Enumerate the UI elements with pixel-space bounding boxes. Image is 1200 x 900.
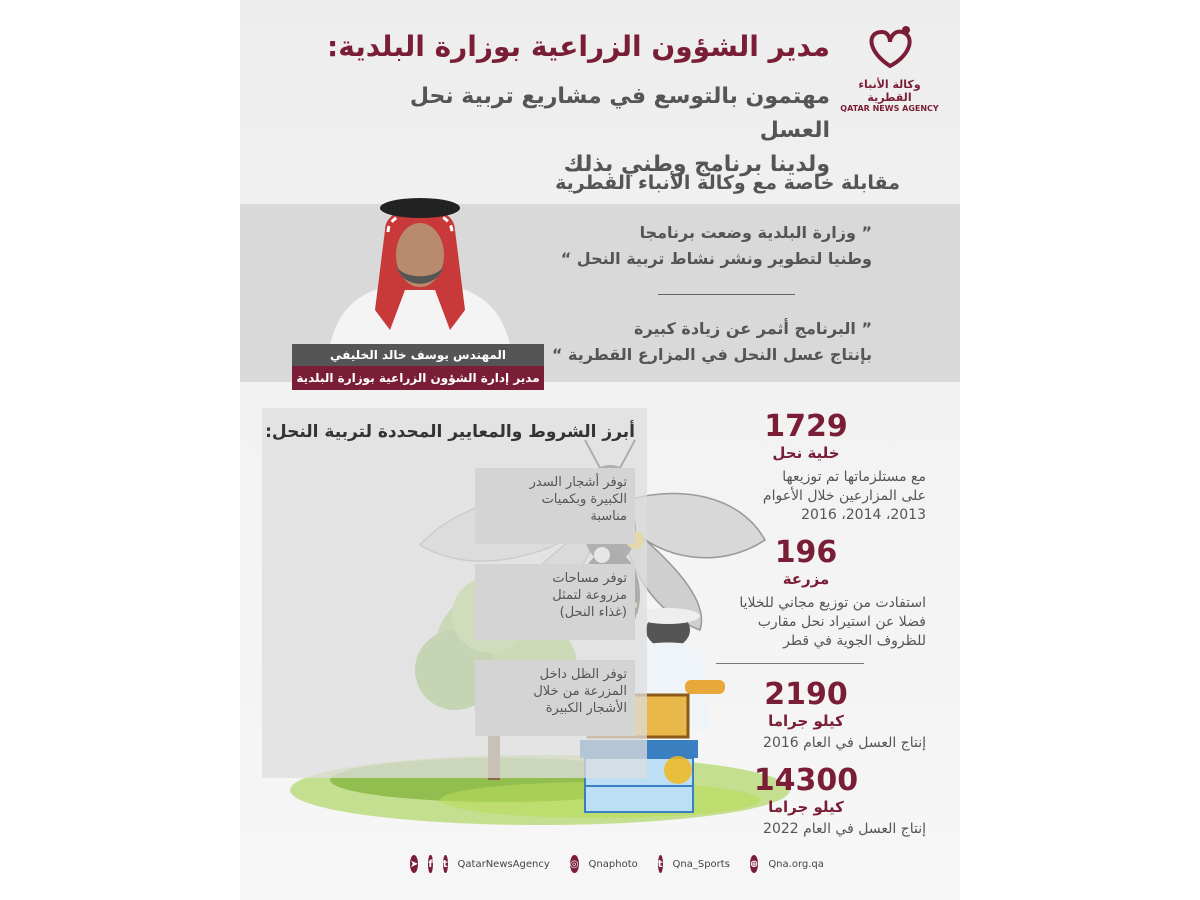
stat-farms-desc-2: فضلا عن استيراد نحل مقارب xyxy=(757,614,926,630)
qna-logo xyxy=(837,22,942,113)
condition-item-2 xyxy=(475,564,635,640)
condition-2-line-1: توفر مساحات xyxy=(552,571,627,586)
handle-qatarnewsagency[interactable]: QatarNewsAgency xyxy=(457,858,550,870)
condition-3-line-1: توفر الظل داخل xyxy=(539,667,627,682)
condition-3-line-2: المزرعة من خلال xyxy=(533,684,627,699)
logo-name-english: QATAR NEWS AGENCY xyxy=(840,104,939,113)
social-footer xyxy=(410,854,824,874)
quote-2-line-1: ” البرنامج أثمر عن زيادة كبيرة xyxy=(634,319,872,338)
instagram-icon[interactable]: ◎ xyxy=(570,855,579,873)
person-role: مدير إدارة الشؤون الزراعية بوزارة البلدية xyxy=(292,366,544,390)
quote-1-line-1: ” وزارة البلدية وضعت برنامجا xyxy=(639,223,872,242)
qna-logo-icon xyxy=(860,22,920,72)
stat-hives xyxy=(686,410,926,525)
quote-2-line-2: بإنتاج عسل النحل في المزارع القطرية “ xyxy=(551,345,872,364)
quote-divider xyxy=(658,294,795,295)
stat-honey-2016-unit: كيلو جراما xyxy=(768,712,844,730)
stat-hives-desc-1: مع مستلزماتها تم توزيعها xyxy=(782,469,926,485)
condition-3-line-3: الأشجار الكبيرة xyxy=(545,701,627,716)
person-portrait xyxy=(330,180,510,345)
stat-hives-desc-3: 2013، 2014، 2016 xyxy=(801,507,926,523)
condition-item-1 xyxy=(475,468,635,544)
stat-hives-desc-2: على المزارعين خلال الأعوام xyxy=(762,488,926,504)
condition-1-line-2: الكبيرة وبكميات xyxy=(541,492,627,507)
stat-farms xyxy=(686,536,926,651)
condition-1-line-1: توفر أشجار السدر xyxy=(529,475,627,490)
infographic xyxy=(240,0,960,900)
stat-farms-desc-1: استفادت من توزيع مجاني للخلايا xyxy=(739,595,926,611)
logo-name-arabic: وكالة الأنباء القطرية xyxy=(858,78,921,104)
subheadline xyxy=(370,80,830,182)
stat-honey-2022-desc: إنتاج العسل في العام 2022 xyxy=(763,821,926,837)
stat-honey-2016-number: 2190 xyxy=(764,677,848,712)
twitter-sports-icon[interactable]: t xyxy=(658,855,663,873)
stat-farms-desc-3: للظروف الجوية في قطر xyxy=(783,633,926,649)
interview-label: مقابلة خاصة مع وكالة الأنباء القطرية xyxy=(555,172,900,194)
stat-honey-2022 xyxy=(686,764,926,839)
subheadline-line-2: ولدينا برنامج وطني بذلك xyxy=(563,152,830,177)
stats-divider xyxy=(716,663,864,664)
subheadline-line-1: مهتمون بالتوسع في مشاريع تربية نحل العسل xyxy=(409,84,830,143)
condition-1-line-3: مناسبة xyxy=(590,509,627,524)
handle-qna-sports[interactable]: Qna_Sports xyxy=(672,858,730,870)
quote-1-line-2: وطنيا لتطوير ونشر نشاط تربية النحل “ xyxy=(560,249,872,268)
stat-farms-unit: مزرعة xyxy=(782,570,830,588)
stat-honey-2022-unit: كيلو جراما xyxy=(768,798,844,816)
quote-2 xyxy=(552,316,872,368)
person-name: المهندس يوسف خالد الخليفي xyxy=(292,344,544,366)
handle-website[interactable]: Qna.org.qa xyxy=(768,858,824,870)
twitter-icon[interactable]: t xyxy=(443,855,448,873)
stat-hives-unit: خلية نحل xyxy=(772,444,840,462)
handle-qnaphoto[interactable]: Qnaphoto xyxy=(588,858,638,870)
headline: مدير الشؤون الزراعية بوزارة البلدية: xyxy=(327,30,830,63)
conditions-title: أبرز الشروط والمعايير المحددة لتربية النحل: xyxy=(265,422,635,442)
condition-2-line-2: مزروعة لتمثل xyxy=(552,588,627,603)
stat-hives-number: 1729 xyxy=(764,409,848,444)
globe-icon[interactable]: ⊕ xyxy=(750,855,758,873)
condition-item-3 xyxy=(475,660,635,736)
telegram-icon[interactable]: ➤ xyxy=(410,855,418,873)
stat-honey-2022-number: 14300 xyxy=(753,763,859,798)
facebook-icon[interactable]: f xyxy=(428,855,432,873)
stat-honey-2016-desc: إنتاج العسل في العام 2016 xyxy=(763,735,926,751)
stat-farms-number: 196 xyxy=(774,535,838,570)
conditions-panel xyxy=(262,408,647,778)
quote-1 xyxy=(561,220,872,272)
condition-2-line-3: (غذاء النحل) xyxy=(559,605,627,620)
stat-honey-2016 xyxy=(686,678,926,753)
